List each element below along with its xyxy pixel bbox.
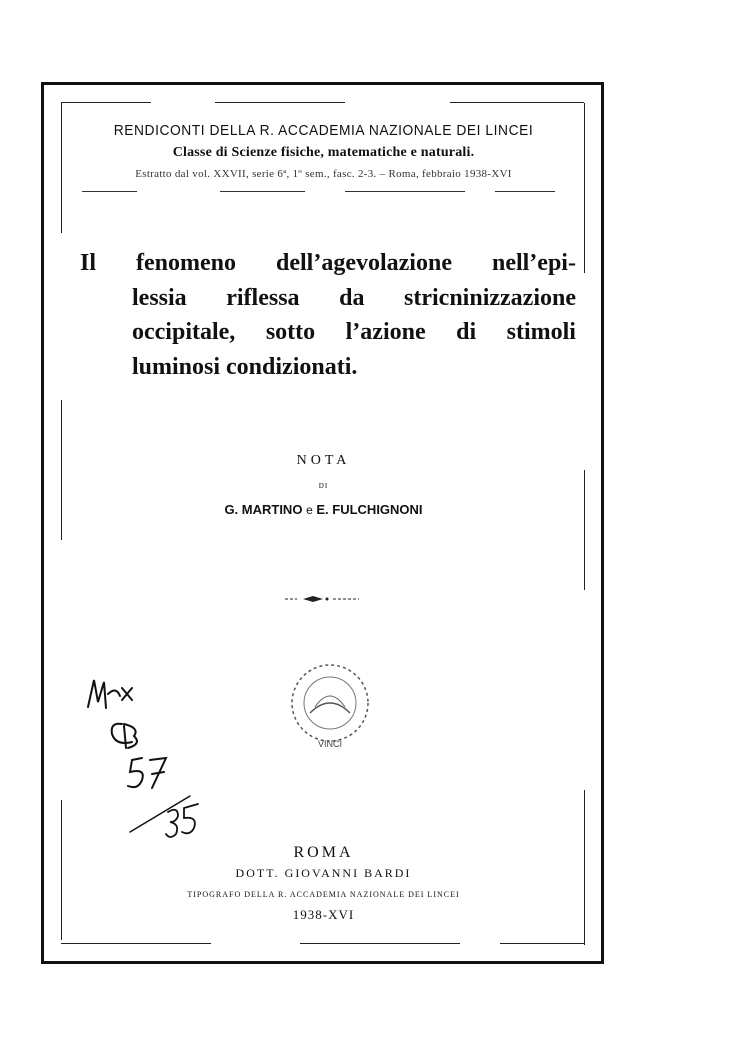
author-conjunction: e: [306, 503, 313, 517]
di-label: DI: [318, 482, 329, 490]
author-2: E. FULCHIGNONI: [316, 502, 423, 517]
imprint-city: ROMA: [293, 844, 354, 861]
ornament-divider: [283, 594, 363, 604]
journal-title: RENDICONTI DELLA R. ACCADEMIA NAZIONALE DEI LINCEI: [113, 122, 534, 139]
imprint-printer: TIPOGRAFO DELLA R. ACCADEMIA NAZIONALE DEI LINCEI: [187, 890, 460, 899]
author-1: G. MARTINO: [224, 502, 303, 517]
imprint-publisher: DOTT. GIOVANNI BARDI: [235, 866, 412, 880]
library-stamp: [280, 655, 380, 755]
svg-text:VINCI: VINCI: [318, 739, 343, 749]
authors: [62, 502, 585, 517]
title-line-4: luminosi condizionati.: [132, 353, 358, 380]
handwritten-annotations: [80, 672, 220, 842]
article-title: [80, 246, 576, 384]
journal-class: Classe di Scienze fisiche, matematiche e naturali.: [172, 145, 475, 160]
title-line-1: Il fenomeno dell’agevolazione nell’epi-: [80, 250, 576, 276]
title-line-3: occipitale, sotto l’azione di stimoli: [132, 319, 576, 345]
extract-line: Estratto dal vol. XXVII, serie 6ª, 1º sem., fasc. 2-3. – Roma, febbraio 1938-XVI: [135, 168, 512, 180]
nota-label: NOTA: [296, 453, 351, 468]
title-line-2: lessia riflessa da stricninizzazione: [132, 284, 576, 311]
imprint-year: 1938-XVI: [292, 907, 355, 922]
